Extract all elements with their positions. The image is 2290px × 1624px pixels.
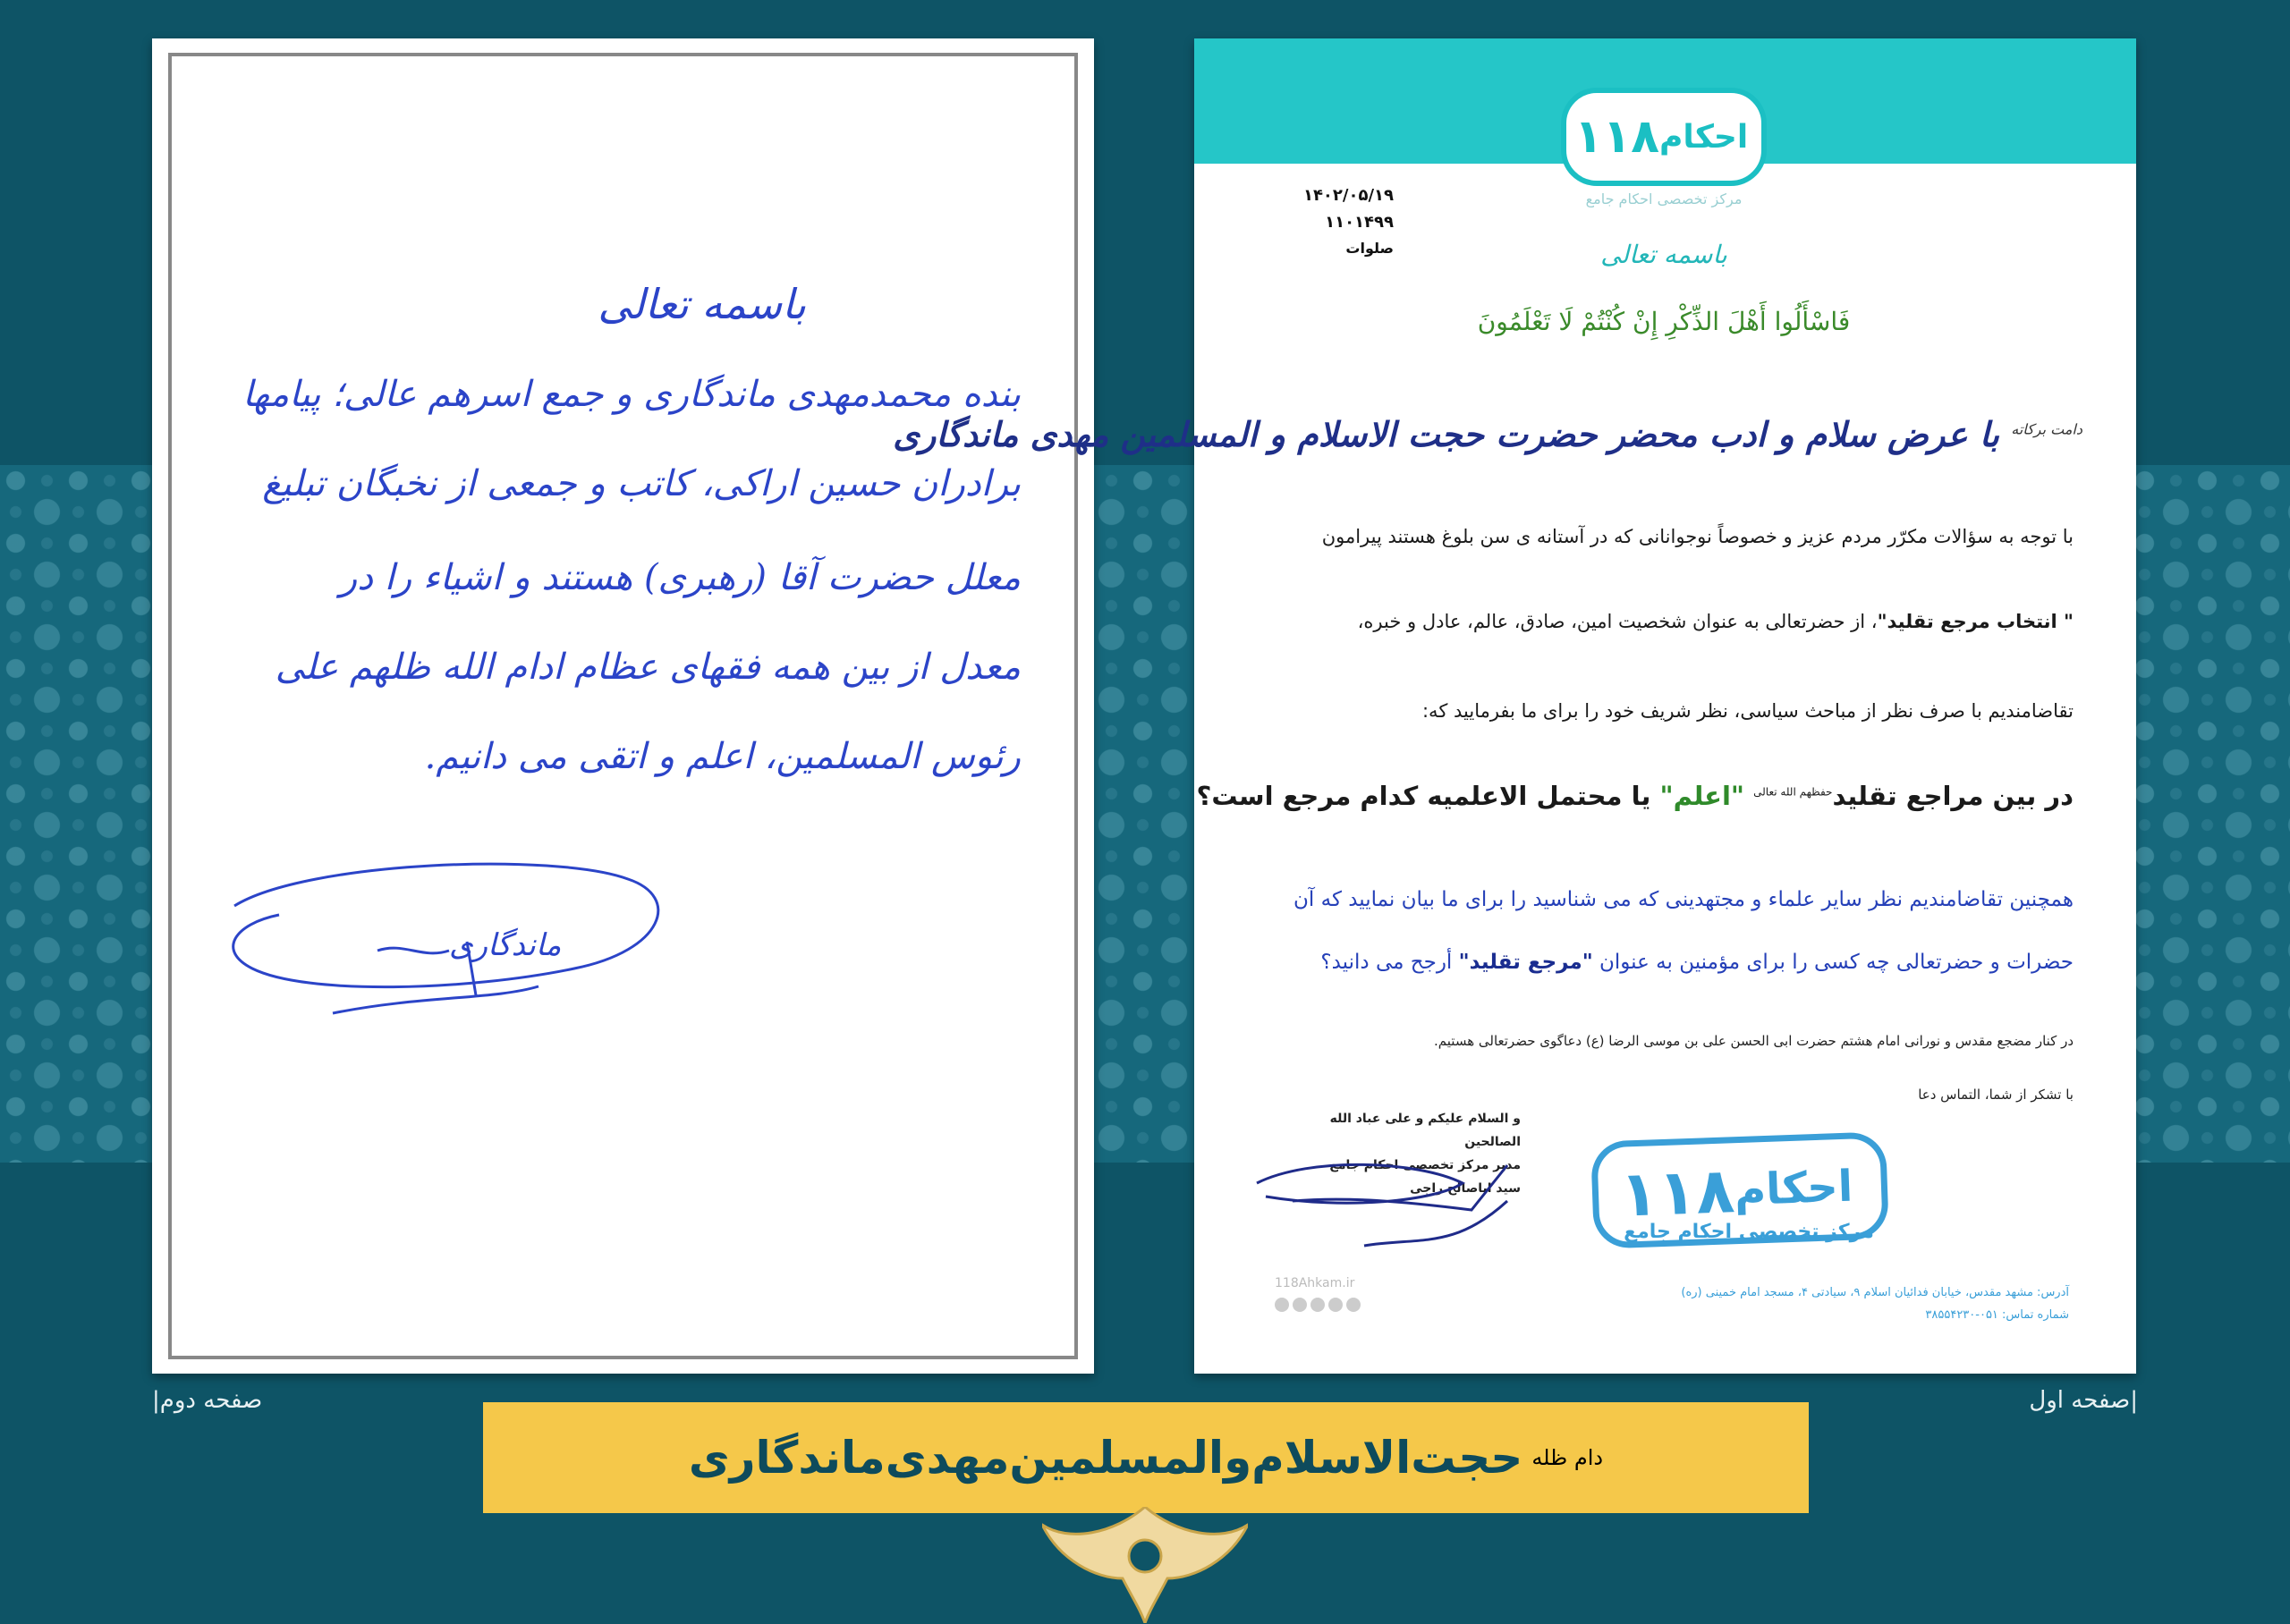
caption-page-one: |صفحه اول bbox=[2029, 1387, 2138, 1414]
blue-paragraph-2-bold: "مرجع تقلید" bbox=[1458, 951, 1593, 974]
handwritten-line: بنده محمدمهدی ماندگاری و جمع اسرهم عالی؛ پیامها bbox=[242, 374, 1021, 415]
letter-attachment: صلوات bbox=[1345, 240, 1394, 257]
whatsapp-icon bbox=[1310, 1298, 1325, 1312]
blue-paragraph-2-start: حضرات و حضرتعالی چه کسی را برای مؤمنین به عنوان bbox=[1599, 951, 2074, 974]
eitaa-icon bbox=[1328, 1298, 1343, 1312]
salutation-honorific: دامت برکاته bbox=[2011, 420, 2082, 438]
thanks-line: با تشکر از شما، التماس دعا bbox=[1918, 1087, 2074, 1103]
handwritten-page-frame bbox=[168, 53, 1078, 1359]
typed-letter-page bbox=[893, 38, 2136, 1374]
question-end: یا محتمل الاعلمیه کدام مرجع است؟ bbox=[1196, 781, 1651, 811]
closing-line: و السلام علیکم و علی عباد الله الصالحین bbox=[1329, 1112, 1521, 1149]
blue-paragraph-2-end: أرجح می دانید؟ bbox=[1320, 951, 1453, 974]
caption-page-two: صفحه دوم| bbox=[152, 1387, 263, 1414]
website-link: 118Ahkam.ir bbox=[1275, 1276, 1355, 1290]
handwritten-line: رئوس المسلمین، اعلم و اتقی می دانیم. bbox=[424, 736, 1021, 777]
paragraph-2-bold: " انتخاب مرجع تقلید" bbox=[1877, 611, 2074, 632]
signer-name: سید اباصالح راجی bbox=[1410, 1181, 1521, 1196]
social-icons bbox=[1275, 1298, 1361, 1312]
paragraph-3: تقاضامندیم با صرف نظر از مباحث سیاسی، نظر شریف خود را برای ما بفرمایید که: bbox=[1421, 700, 2074, 722]
letter-basmala: باسمه تعالی bbox=[1600, 240, 1727, 269]
logo-number: ۱۱۸ bbox=[1573, 110, 1660, 164]
banner-honorific: دام ظله bbox=[1531, 1445, 1604, 1470]
salutation-line bbox=[893, 414, 2082, 454]
bale-icon bbox=[1346, 1298, 1361, 1312]
phone-line: شماره تماس: ۰۵۱-۳۸۵۵۴۲۳۰ bbox=[1925, 1308, 2069, 1322]
salutation-text: با عرض سلام و ادب محضر حضرت حجت الاسلام و المسلمین مهدی ماندگاری bbox=[893, 414, 2000, 454]
handwritten-page bbox=[152, 38, 1094, 1374]
signer-title: مدیر مرکز تخصصی احکام جامع bbox=[1329, 1158, 1521, 1172]
blue-paragraph-2 bbox=[1268, 951, 2074, 974]
handwritten-line: برادران حسین اراکی، کاتب و جمعی از نخبگان تبلیغ bbox=[262, 463, 1021, 504]
instagram-icon bbox=[1275, 1298, 1289, 1312]
shrine-line: در کنار مضجع مقدس و نورانی امام هشتم حضرت ابی الحسن علی بن موسی الرضا (ع) دعاگوی حضرتعالی هستیم. bbox=[1434, 1033, 2074, 1049]
handwritten-signature bbox=[199, 843, 825, 1022]
banner-title: حجت‌الاسلام‌والمسلمین‌مهدی‌ماندگاری bbox=[688, 1432, 1523, 1484]
stamp-subtitle: مرکز تخصصی احکام جامع bbox=[1624, 1221, 1874, 1243]
paragraph-2-rest: ، از حضرتعالی به عنوان شخصیت امین، صادق، عالم، عادل و خبره، bbox=[1357, 611, 1878, 632]
stamp-number: ۱۱۸ bbox=[1618, 1154, 1736, 1231]
quran-verse: فَاسْأَلُوا أَهْلَ الذِّكْرِ إِنْ كُنْتُمْ لَا تَعْلَمُونَ bbox=[1477, 307, 1851, 336]
address-line: آدرس: مشهد مقدس، خیابان فدائیان اسلام ۹، سیادتی ۴، مسجد امام خمینی (ره) bbox=[1681, 1286, 2069, 1299]
letter-number: ۱۱۰۱۴۹۹ bbox=[1325, 213, 1394, 232]
letter-logo bbox=[1561, 88, 1767, 186]
logo-subtitle: مرکز تخصصی احکام جامع bbox=[1585, 190, 1743, 207]
director-signature bbox=[1239, 1147, 1543, 1281]
handwritten-line: معلل حضرت آقا (رهبری) هستند و اشیاء را در bbox=[339, 557, 1021, 598]
logo-word: احکام bbox=[1659, 118, 1749, 156]
paragraph-2 bbox=[1268, 611, 2074, 632]
question-honorific: حفظهم الله تعالی bbox=[1753, 785, 1833, 799]
question-highlight: "اعلم" bbox=[1659, 781, 1745, 811]
blue-paragraph-1: همچنین تقاضامندیم نظر سایر علماء و مجتهدینی که می شناسید را برای ما بیان نمایید که آن bbox=[1293, 888, 2074, 911]
question-start: در بین مراجع تقلید bbox=[1832, 781, 2074, 811]
bottom-ornament bbox=[1042, 1507, 1248, 1623]
stamp-word: احکام bbox=[1734, 1161, 1854, 1216]
paragraph-1: با توجه به سؤالات مکرّر مردم عزیز و خصوصاً نوجوانانی که در آستانه ی سن بلوغ هستند پیرامون bbox=[1321, 526, 2074, 547]
handwritten-title: باسمه تعالی bbox=[598, 280, 806, 328]
signature-name: ماندگاری bbox=[449, 927, 562, 963]
handwritten-line: معدل از بین همه فقهای عظام ادام الله ظلهم علی bbox=[275, 647, 1021, 688]
title-banner bbox=[483, 1402, 1809, 1513]
letter-date: ۱۴۰۲/۰۵/۱۹ bbox=[1302, 186, 1394, 205]
main-question bbox=[1196, 781, 2074, 811]
telegram-icon bbox=[1293, 1298, 1307, 1312]
